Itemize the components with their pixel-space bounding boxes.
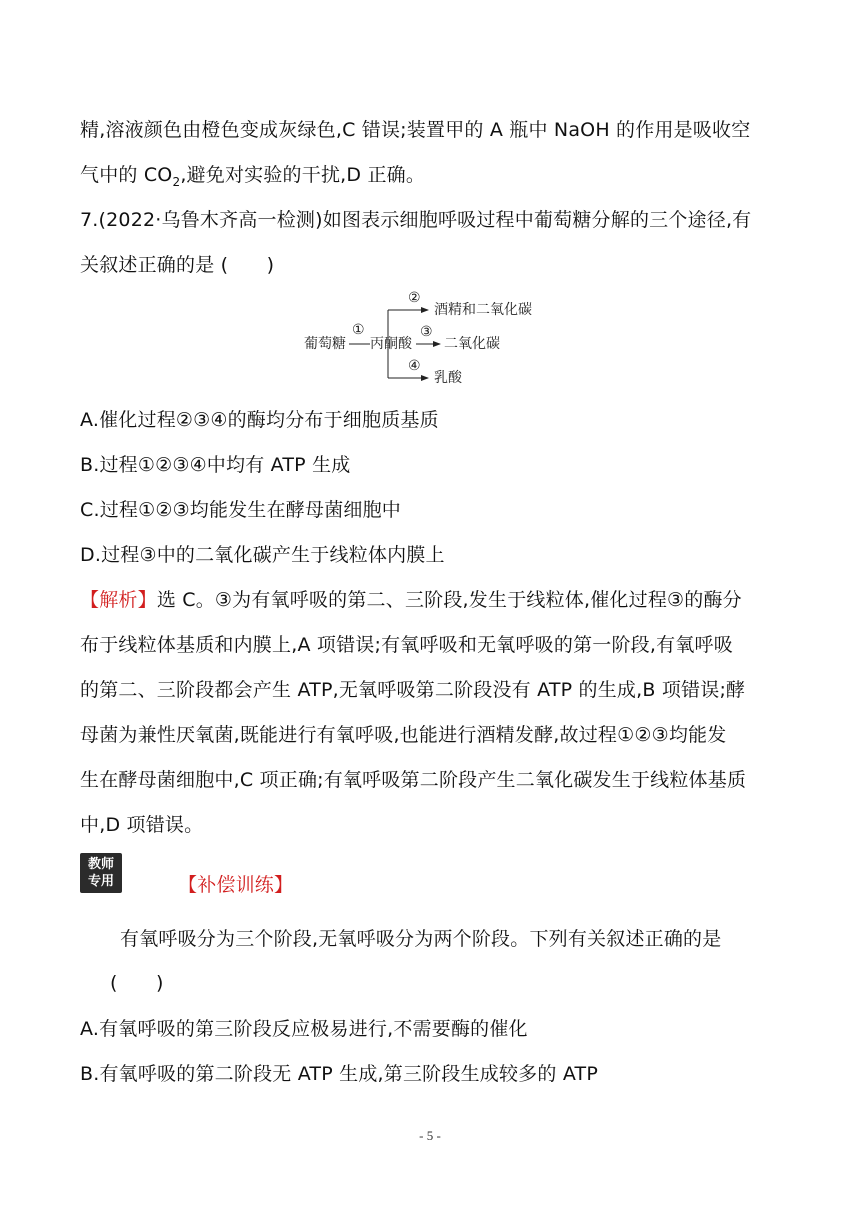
lactic-acid-label: 乳酸 [434, 370, 462, 386]
prev-answer-line-1: 精,溶液颜色由橙色变成灰绿色,C 错误;装置甲的 A 瓶中 NaOH 的作用是吸收空 [80, 119, 751, 141]
question-7-option-a: A.催化过程②③④的酶均分布于细胞质基质 [80, 409, 439, 431]
analysis-line-2: 布于线粒体基质和内膜上,A 项错误;有氧呼吸和无氧呼吸的第一阶段,有氧呼吸 [80, 634, 733, 656]
analysis-line-1-text: 选 C。③为有氧呼吸的第二、三阶段,发生于线粒体,催化过程③的酶分 [156, 589, 742, 611]
co2-subscript: 2 [172, 174, 181, 189]
supplement-title: 【补偿训练】 [178, 874, 294, 896]
supplement-stem-line-1: 有氧呼吸分为三个阶段,无氧呼吸分为两个阶段。下列有关叙述正确的是 [120, 928, 722, 950]
question-7-option-d: D.过程③中的二氧化碳产生于线粒体内膜上 [80, 544, 445, 566]
supplement-stem-line-2: ( ) [110, 972, 164, 994]
step-1-marker: ① [352, 322, 365, 338]
co2-label: 二氧化碳 [444, 336, 500, 352]
step-2-marker: ② [408, 290, 421, 306]
page-number: - 5 - [419, 1128, 441, 1143]
prev-answer-line-2-post: ,避免对实验的干扰,D 正确。 [180, 164, 426, 186]
pyruvate-label: 丙酮酸 [370, 336, 412, 352]
teacher-only-badge [80, 853, 122, 893]
question-7-stem-line-2: 关叙述正确的是 ( ) [80, 254, 275, 276]
supplement-option-a: A.有氧呼吸的第三阶段反应极易进行,不需要酶的催化 [80, 1018, 528, 1040]
question-7-option-c: C.过程①②③均能发生在酵母菌细胞中 [80, 499, 402, 521]
analysis-line-1 [80, 588, 742, 612]
question-7-option-b: B.过程①②③④中均有 ATP 生成 [80, 454, 351, 476]
prev-answer-line-2-pre: 气中的 CO [80, 164, 173, 186]
analysis-line-4: 母菌为兼性厌氧菌,既能进行有氧呼吸,也能进行酒精发酵,故过程①②③均能发 [80, 724, 727, 746]
glucose-pathway-diagram [300, 290, 570, 390]
alcohol-co2-label: 酒精和二氧化碳 [434, 302, 532, 318]
step-3-marker: ③ [420, 324, 433, 340]
badge-line-1: 教师 [87, 857, 114, 872]
analysis-tag: 【解析】 [80, 589, 157, 611]
analysis-line-6: 中,D 项错误。 [80, 814, 204, 836]
prev-answer-line-2 [80, 163, 425, 187]
glucose-label: 葡萄糖 [304, 336, 346, 352]
analysis-line-5: 生在酵母菌细胞中,C 项正确;有氧呼吸第二阶段产生二氧化碳发生于线粒体基质 [80, 769, 747, 791]
question-7-stem-line-1: 7.(2022·乌鲁木齐高一检测)如图表示细胞呼吸过程中葡萄糖分解的三个途径,有 [80, 209, 752, 231]
step-4-marker: ④ [408, 358, 421, 374]
badge-line-2: 专用 [87, 874, 114, 889]
analysis-line-3: 的第二、三阶段都会产生 ATP,无氧呼吸第二阶段没有 ATP 的生成,B 项错误;酵 [80, 679, 746, 701]
supplement-option-b: B.有氧呼吸的第二阶段无 ATP 生成,第三阶段生成较多的 ATP [80, 1063, 599, 1085]
